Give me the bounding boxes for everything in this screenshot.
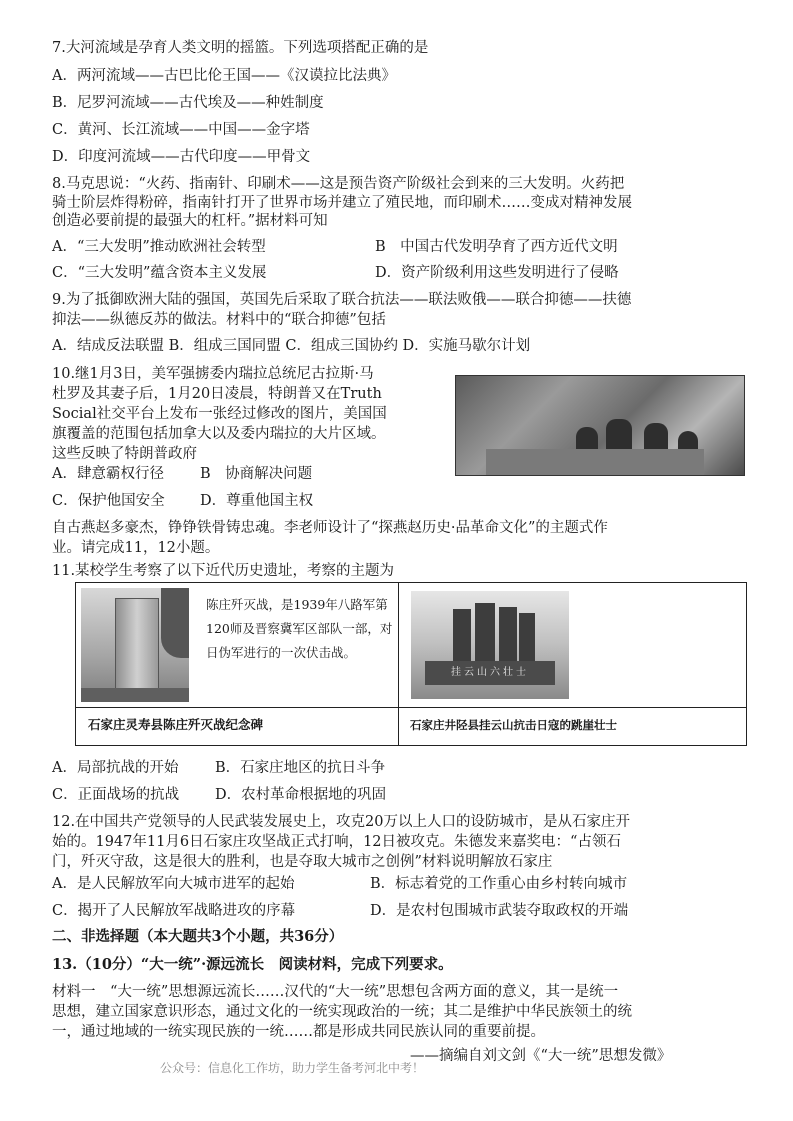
q12-stem-line-3: 门，歼灭守敌，这是很大的胜利，也是夺取大城市之创例”材料说明解放石家庄 xyxy=(52,854,553,870)
q11-option-b: B．石家庄地区的抗日斗争 xyxy=(215,760,386,776)
q10-stem-line-4: 旗覆盖的范围包括加拿大以及委内瑞拉的大片区域。 xyxy=(52,426,386,442)
q11-option-d: D．农村革命根据地的巩固 xyxy=(215,787,387,803)
q7-option-b: B．尼罗河流域——古代埃及——种姓制度 xyxy=(52,95,324,111)
q10-stem-line-5: 这些反映了特朗普政府 xyxy=(52,446,197,462)
q11-site-description: 陈庄歼灭战，是1939年八路军第120师及晋察冀军区部队一部，对日伪军进行的一次伏击战。 xyxy=(206,597,393,660)
q11-option-c: C．正面战场的抗战 xyxy=(52,787,180,803)
q12-option-b: B．标志着党的工作重心由乡村转向城市 xyxy=(370,876,628,892)
q7-option-d: D．印度河流域——古代印度——甲骨文 xyxy=(52,149,311,165)
q9-stem-line-1: 9.为了抵御欧洲大陆的强国，英国先后采取了联合抗法——联法败俄——联合抑德——扶德 xyxy=(52,292,632,308)
q10-option-a: A．肆意霸权行径 xyxy=(52,466,164,482)
q10-option-b: B 协商解决问题 xyxy=(200,466,313,482)
section-2-heading: 二、非选择题（本大题共3个小题，共36分） xyxy=(52,928,344,945)
q8-option-a: A．“三大发明”推动欧洲社会转型 xyxy=(52,239,266,255)
statue-plaque: 挂云山六壮士 xyxy=(425,661,555,685)
q8-stem-line-2: 骑士阶层炸得粉碎，指南针打开了世界市场并建立了殖民地，而印刷术……变成对精神发展 xyxy=(52,195,632,211)
q11-stem: 11.某校学生考察了以下近代历史遗址，考察的主题为 xyxy=(52,563,395,579)
q12-option-c: C．揭开了人民解放军战略进攻的序幕 xyxy=(52,903,296,919)
q8-option-c: C．“三大发明”蕴含资本主义发展 xyxy=(52,265,267,281)
q12-option-a: A．是人民解放军向大城市进军的起始 xyxy=(52,876,295,892)
q13-stem: 13.（10分）“大一统”·源远流长 阅读材料，完成下列要求。 xyxy=(52,956,453,973)
q11-option-a: A．局部抗战的开始 xyxy=(52,760,179,776)
footer-watermark-note: 公众号：信息化工作坊，助力学生备考河北中考！ xyxy=(160,1061,425,1075)
q7-stem: 7.大河流域是孕育人类文明的摇篮。下列选项搭配正确的是 xyxy=(52,40,429,56)
q10-stem-line-2: 杜罗及其妻子后，1月20日凌晨，特朗普又在Truth xyxy=(52,386,382,402)
q10-photo xyxy=(455,375,745,476)
q12-stem-line-2: 始的。1947年11月6日石家庄攻坚战正式打响，12日被攻克。朱德发来嘉奖电：“占领石 xyxy=(52,834,621,850)
q13-material-line-2: 思想，建立国家意识形态，通过文化的一统实现政治的一统；其二是维护中华民族领土的统 xyxy=(52,1004,632,1020)
q12-option-d: D．是农村包围城市武装夺取政权的开端 xyxy=(370,903,629,919)
q7-option-a: A．两河流域——古巴比伦王国——《汉谟拉比法典》 xyxy=(52,68,396,84)
q11-sites-table xyxy=(75,582,747,746)
q7-option-c: C．黄河、长江流域——中国——金字塔 xyxy=(52,122,310,138)
q9-options: A．结成反法联盟 B．组成三国同盟 C．组成三国协约 D．实施马歇尔计划 xyxy=(52,338,531,354)
q8-stem-line-1: 8.马克思说：“火药、指南针、印刷术——这是预告资产阶级社会到来的三大发明。火药把 xyxy=(52,176,625,192)
q10-option-d: D．尊重他国主权 xyxy=(200,493,314,509)
q8-stem-line-3: 创造必要前提的最强大的杠杆。”据材料可知 xyxy=(52,213,328,229)
q8-option-d: D．资产阶级利用这些发明进行了侵略 xyxy=(375,265,619,281)
intro-11-12-line-1: 自古燕赵多豪杰，铮铮铁骨铸忠魂。李老师设计了“探燕赵历史·品革命文化”的主题式作 xyxy=(52,520,608,536)
guayunshan-statue-image xyxy=(411,591,569,699)
q11-caption-right: 石家庄井陉县挂云山抗击日寇的跳崖壮士 xyxy=(410,718,617,732)
q13-material-line-1: 材料一 “大一统”思想源远流长……汉代的“大一统”思想包含两方面的意义，其一是统一 xyxy=(52,984,619,1000)
q12-stem-line-1: 12.在中国共产党领导的人民武装发展史上，攻克20万以上人口的设防城市，是从石家庄开 xyxy=(52,814,631,830)
q10-option-c: C．保护他国安全 xyxy=(52,493,165,509)
chenzhuang-monument-image xyxy=(81,588,189,702)
q10-stem-line-3: Social社交平台上发布一张经过修改的图片，美国国 xyxy=(52,406,387,422)
q11-caption-left: 石家庄灵寿县陈庄歼灭战纪念碑 xyxy=(88,717,264,732)
q9-stem-line-2: 抑法——纵德反苏的做法。材料中的“联合抑德”包括 xyxy=(52,312,386,328)
q8-option-b: B 中国古代发明孕育了西方近代文明 xyxy=(375,239,618,255)
q13-source: ——摘编自刘文剑《“大一统”思想发微》 xyxy=(410,1048,672,1064)
intro-11-12-line-2: 业。请完成11，12小题。 xyxy=(52,540,220,556)
q13-material-line-3: 一，通过地域的一统实现民族的一统……都是形成共同民族认同的重要前提。 xyxy=(52,1024,545,1040)
q10-stem-line-1: 10.继1月3日，美军强掳委内瑞拉总统尼古拉斯·马 xyxy=(52,366,374,382)
